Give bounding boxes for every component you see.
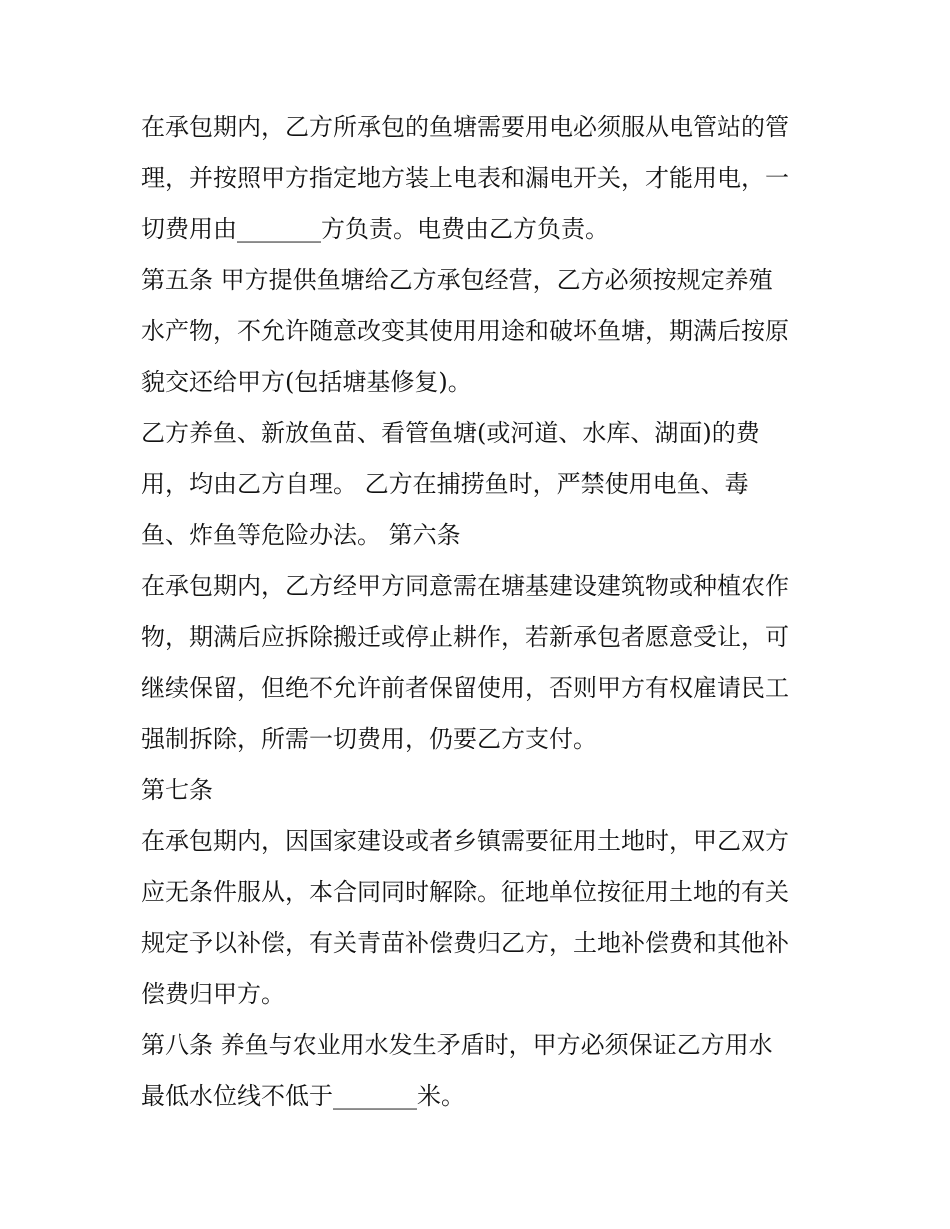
- text-line: 在承包期内，因国家建设或者乡镇需要征用土地时，甲乙双方: [141, 827, 789, 855]
- text-line: 在承包期内，乙方经甲方同意需在塘基建设建筑物或种植农作: [141, 572, 789, 600]
- text-line: 规定予以补偿，有关青苗补偿费归乙方，土地补偿费和其他补: [141, 929, 789, 957]
- text-line: 理，并按照甲方指定地方装上电表和漏电开关，才能用电，一: [141, 164, 789, 192]
- text-line: 偿费归甲方。: [141, 980, 285, 1008]
- text-line: 第七条: [141, 776, 213, 804]
- text-line: 继续保留，但绝不允许前者保留使用，否则甲方有权雇请民工: [141, 674, 789, 702]
- contract-body: [141, 102, 821, 1122]
- text-line: 第八条 养鱼与农业用水发生矛盾时，甲方必须保证乙方用水: [141, 1031, 773, 1059]
- text-line: 第五条 甲方提供鱼塘给乙方承包经营，乙方必须按规定养殖: [141, 266, 773, 294]
- text-line: 水产物，不允许随意改变其使用用途和破坏鱼塘，期满后按原: [141, 317, 789, 345]
- text-line: 切费用由_______方负责。电费由乙方负责。: [141, 215, 609, 243]
- text-line: 强制拆除，所需一切费用，仍要乙方支付。: [141, 725, 597, 753]
- text-line: 在承包期内，乙方所承包的鱼塘需要用电必须服从电管站的管: [141, 113, 789, 141]
- text-line: 乙方养鱼、新放鱼苗、看管鱼塘(或河道、水库、湖面)的费: [141, 419, 760, 447]
- text-line: 物，期满后应拆除搬迁或停止耕作，若新承包者愿意受让，可: [141, 623, 789, 651]
- text-line: 最低水位线不低于_______米。: [141, 1082, 465, 1110]
- text-line: 用，均由乙方自理。 乙方在捕捞鱼时，严禁使用电鱼、毒: [141, 470, 749, 498]
- text-line: 貌交还给甲方(包括塘基修复)。: [141, 368, 472, 396]
- text-line: 鱼、炸鱼等危险办法。 第六条: [141, 521, 461, 549]
- text-line: 应无条件服从，本合同同时解除。征地单位按征用土地的有关: [141, 878, 789, 906]
